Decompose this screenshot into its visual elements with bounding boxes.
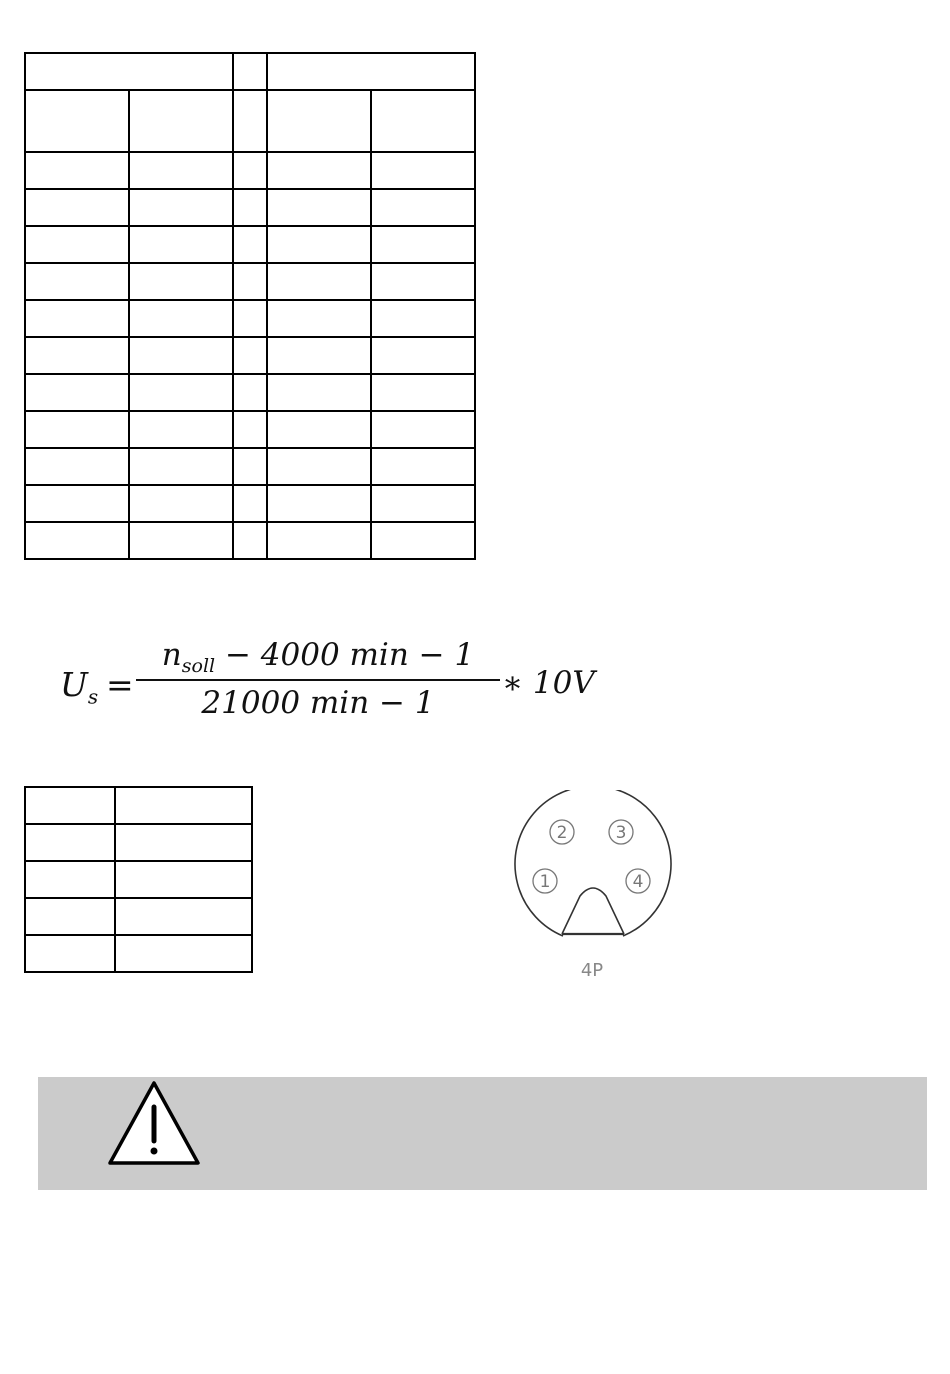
table-cell (267, 189, 371, 226)
pin-label: 2 (556, 823, 568, 843)
table-cell (267, 90, 371, 152)
formula-numerator-rest: − 4000 min − 1 (215, 637, 475, 673)
table-cell (129, 300, 233, 337)
table-cell (233, 522, 267, 559)
table-row (25, 522, 475, 559)
table-cell (129, 374, 233, 411)
table-cell (129, 263, 233, 300)
table-cell (25, 226, 129, 263)
formula-fraction-bar (136, 679, 500, 681)
speed-voltage-table (24, 52, 476, 560)
table-cell (371, 226, 475, 263)
table-row (25, 935, 252, 972)
pin-label: 1 (539, 872, 551, 892)
table-cell (371, 90, 475, 152)
table-cell (129, 337, 233, 374)
table-cell (371, 152, 475, 189)
table-cell (267, 263, 371, 300)
table-row (25, 485, 475, 522)
table-cell (233, 448, 267, 485)
formula-lhs (60, 665, 98, 709)
table-cell (267, 53, 475, 90)
table-row (25, 263, 475, 300)
connector-caption: 4P (580, 960, 604, 981)
table-cell (129, 522, 233, 559)
table-row (25, 411, 475, 448)
table-cell (25, 411, 129, 448)
table-cell (267, 374, 371, 411)
formula-numerator (138, 637, 498, 677)
table-cell (233, 152, 267, 189)
table-cell (25, 824, 115, 861)
table-row (25, 824, 252, 861)
connector-pin-1 (533, 869, 557, 893)
connector-4p-diagram (505, 790, 677, 990)
table-cell (25, 152, 129, 189)
table-cell (25, 861, 115, 898)
formula-lhs-symbol: U (60, 665, 88, 704)
table-cell (267, 152, 371, 189)
table-cell (115, 861, 252, 898)
table-cell (371, 189, 475, 226)
table-cell (233, 337, 267, 374)
table-cell (115, 935, 252, 972)
table-cell (25, 263, 129, 300)
warning-box (38, 1077, 927, 1190)
table-cell (25, 53, 233, 90)
table-cell (233, 226, 267, 263)
table-header-row (25, 787, 252, 824)
table-cell (25, 522, 129, 559)
pin-label: 3 (615, 823, 627, 843)
table-row (25, 189, 475, 226)
table-row (25, 374, 475, 411)
formula-equals: = (106, 665, 134, 704)
table-cell (267, 485, 371, 522)
table-cell (371, 263, 475, 300)
table-row (25, 898, 252, 935)
table-row (25, 300, 475, 337)
warning-triangle-icon (106, 1079, 202, 1167)
table-cell (371, 485, 475, 522)
table-cell (233, 90, 267, 152)
table-cell (267, 522, 371, 559)
table-cell (129, 485, 233, 522)
pin-assignment-table (24, 786, 253, 973)
formula-numerator-subscript: soll (181, 655, 216, 678)
table-cell (25, 374, 129, 411)
formula-numerator-symbol: n (161, 637, 182, 673)
table-cell (25, 300, 129, 337)
table-row (25, 337, 475, 374)
table-cell (25, 337, 129, 374)
connector-pin-3 (609, 820, 633, 844)
table-cell (371, 448, 475, 485)
table-row (25, 226, 475, 263)
table-cell (267, 411, 371, 448)
table-cell (25, 448, 129, 485)
table-cell (267, 300, 371, 337)
table-cell (233, 263, 267, 300)
pin-label: 4 (632, 872, 644, 892)
table-cell (115, 824, 252, 861)
table-cell (129, 90, 233, 152)
connector-pin-4 (626, 869, 650, 893)
table-cell (267, 226, 371, 263)
table-cell (233, 189, 267, 226)
table-row (25, 152, 475, 189)
table-cell (233, 485, 267, 522)
table-cell (129, 189, 233, 226)
formula-denominator: 21000 min − 1 (201, 685, 435, 721)
table-cell (371, 411, 475, 448)
table-cell (371, 300, 475, 337)
table-cell (233, 53, 267, 90)
table-subheader-row (25, 90, 475, 152)
table-row (25, 861, 252, 898)
table-cell (25, 898, 115, 935)
table-cell (233, 411, 267, 448)
table-cell (233, 374, 267, 411)
table-cell (267, 337, 371, 374)
table-cell (25, 935, 115, 972)
table-cell (233, 300, 267, 337)
table-cell (129, 411, 233, 448)
table-cell (25, 189, 129, 226)
formula-lhs-subscript: s (87, 684, 99, 709)
table-cell (129, 226, 233, 263)
connector-outline (515, 790, 671, 936)
connector-key-notch (562, 888, 624, 934)
table-cell (267, 448, 371, 485)
table-cell (25, 787, 115, 824)
table-cell (129, 152, 233, 189)
setpoint-voltage-formula (60, 635, 595, 725)
formula-multiplier: ∗ 10V (502, 665, 595, 701)
table-cell (25, 485, 129, 522)
table-cell (115, 898, 252, 935)
table-header-row (25, 53, 475, 90)
connector-pin-2 (550, 820, 574, 844)
table-cell (129, 448, 233, 485)
table-cell (115, 787, 252, 824)
table-row (25, 448, 475, 485)
table-cell (371, 337, 475, 374)
table-cell (25, 90, 129, 152)
table-cell (371, 374, 475, 411)
table-cell (371, 522, 475, 559)
